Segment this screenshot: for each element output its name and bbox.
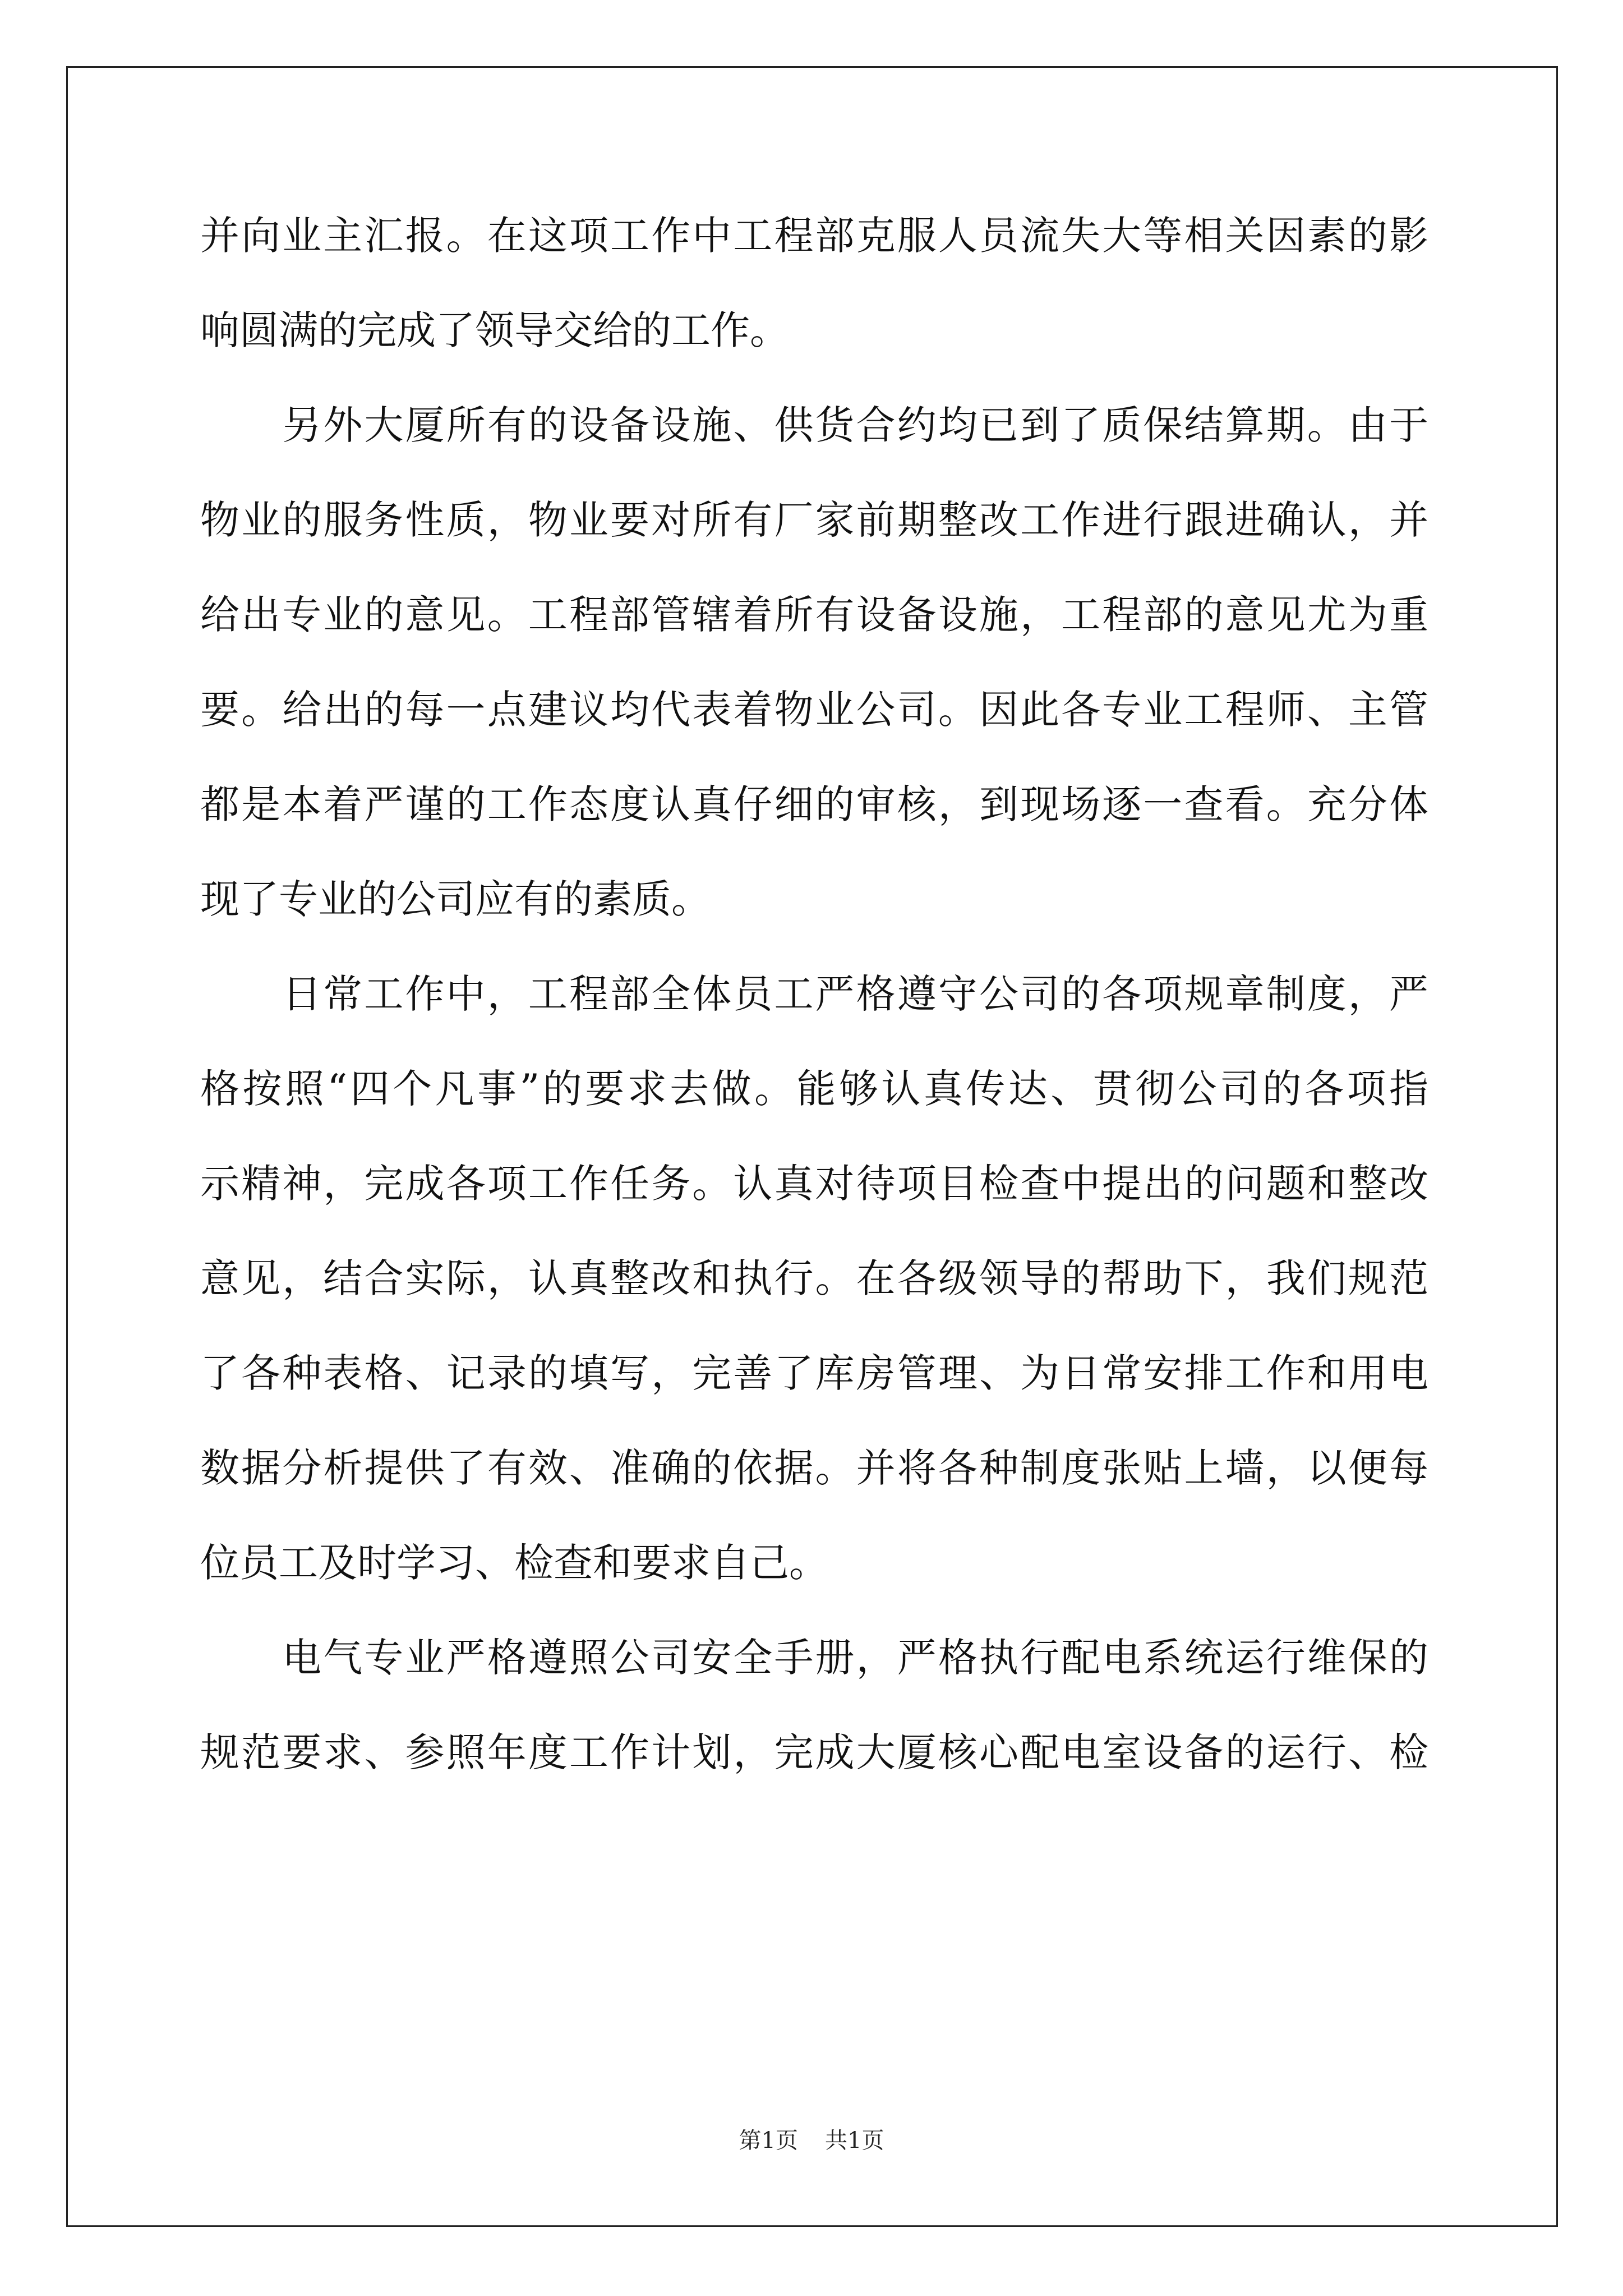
text-line: 要。给出的每一点建议均代表着物业公司。因此各专业工程师、主管: [200, 687, 1428, 733]
text-line: 规范要求、参照年度工作计划，完成大厦核心配电室设备的运行、检: [200, 1729, 1428, 1775]
text-line: 电气专业严格遵照公司安全手册，严格执行配电系统运行维保的: [200, 1635, 1428, 1681]
text-line: 物业的服务性质，物业要对所有厂家前期整改工作进行跟进确认，并: [200, 497, 1428, 543]
text-line: 响圆满的完成了领导交给的工作。: [200, 307, 789, 353]
text-line: 数据分析提供了有效、准确的依据。并将各种制度张贴上墙，以便每: [200, 1445, 1428, 1491]
text-line: 现了专业的公司应有的素质。: [200, 876, 711, 922]
text-line: 意见，结合实际，认真整改和执行。在各级领导的帮助下，我们规范: [200, 1255, 1428, 1301]
text-line: 格按照“四个凡事”的要求去做。能够认真传达、贯彻公司的各项指: [200, 1066, 1428, 1112]
text-line: 了各种表格、记录的填写，完善了库房管理、为日常安排工作和用电: [200, 1350, 1428, 1396]
text-line: 示精神，完成各项工作任务。认真对待项目检查中提出的问题和整改: [200, 1161, 1428, 1207]
text-line: 都是本着严谨的工作态度认真仔细的审核，到现场逐一查看。充分体: [200, 781, 1428, 827]
text-line: 位员工及时学习、检查和要求自己。: [200, 1540, 828, 1586]
text-line: 另外大厦所有的设备设施、供货合约均已到了质保结算期。由于: [200, 402, 1428, 448]
page-footer: [0, 2125, 1623, 2156]
document-body: [200, 208, 1428, 1819]
text-line: 给出专业的意见。工程部管辖着所有设备设施，工程部的意见尤为重: [200, 592, 1428, 638]
page-number: 第1页: [739, 2128, 798, 2154]
text-line: 并向业主汇报。在这项工作中工程部克服人员流失大等相关因素的影: [200, 213, 1428, 259]
page-total: 共1页: [825, 2128, 884, 2154]
text-line: 日常工作中，工程部全体员工严格遵守公司的各项规章制度，严: [200, 971, 1428, 1017]
